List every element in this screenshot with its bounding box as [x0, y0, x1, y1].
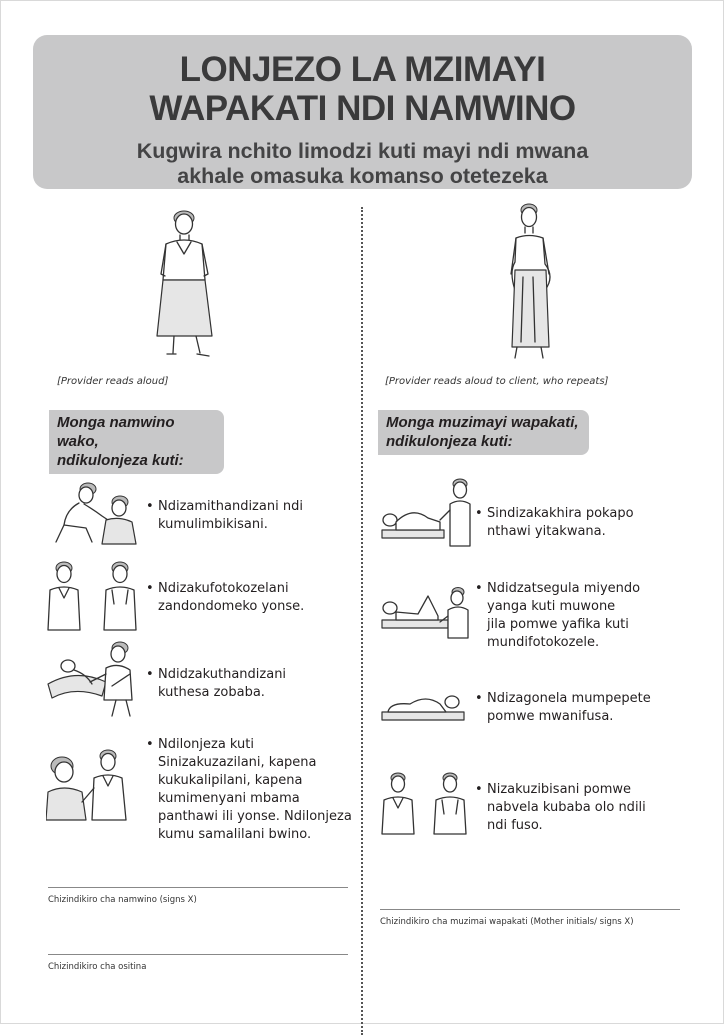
pregnant-mother-figure-icon	[503, 202, 557, 364]
left-section-label-line1: Monga namwino wako,	[57, 414, 175, 450]
promise-line: Sinizakuzazilani, kapena	[158, 755, 317, 770]
right-section-label-line2: ndikulonjeza kuti:	[386, 433, 513, 450]
promise-line: nthawi yitakwana.	[487, 524, 606, 539]
right-promise-2: • Ndidzatsegula miyendo yanga kuti muwone jila pomwe yafika kuti mundifotokozele.	[475, 581, 641, 650]
promise-line: ndi fuso.	[487, 818, 543, 833]
nurse-figure-icon	[152, 208, 226, 366]
nurse-listening-mother-icon	[46, 748, 138, 822]
right-caption: [Provider reads aloud to client, who repeats]	[385, 376, 609, 387]
left-promise-3: • Ndidzakuthandizani kuthesa zobaba.	[146, 667, 287, 700]
promise-line: kukukalipilani, kapena	[158, 773, 303, 788]
left-section-label-line2: ndikulonjeza kuti:	[57, 452, 184, 469]
right-promise-3: • Ndizagonela mumpepete pomwe mwanifusa.	[475, 691, 651, 724]
right-promise-1: • Sindizakakhira pokapo nthawi yitakwana.	[475, 506, 634, 539]
header-banner	[33, 35, 692, 189]
mother-signature-label: Chizindikiro cha muzimai wapakati (Mother initials/ signs X)	[380, 917, 634, 927]
promise-line: mundifotokozele.	[487, 635, 600, 650]
promise-line: Ndizakufotokozelani	[158, 581, 289, 596]
page-subtitle-line2: akhale omasuka komanso otetezeka	[177, 164, 548, 188]
right-section-label	[378, 410, 589, 455]
nurse-signature-label: Chizindikiro cha namwino (signs X)	[48, 895, 197, 905]
promise-line: Sindizakakhira pokapo	[487, 506, 634, 521]
mother-knees-up-nurse-icon	[378, 586, 472, 644]
promise-line: kumimenyani mbama	[158, 791, 300, 806]
promise-line: pomwe mwanifusa.	[487, 709, 614, 724]
promise-line: Ndidzatsegula miyendo	[487, 581, 641, 596]
left-caption: [Provider reads aloud]	[57, 376, 169, 387]
promise-line: kuthesa zobaba.	[158, 685, 265, 700]
page-subtitle-line1: Kugwira nchito limodzi kuti mayi ndi mwana	[136, 139, 589, 163]
promise-line: yanga kuti muwone	[487, 599, 616, 614]
promise-line: zandondomeko yonse.	[158, 599, 305, 614]
mother-signature-line[interactable]	[380, 909, 680, 910]
promise-line: nabvela kubaba olo ndili	[487, 800, 646, 815]
mother-lying-side-icon	[380, 690, 466, 726]
nurse-and-mother-icon	[46, 560, 138, 632]
nurse-comforting-mother-icon	[46, 480, 138, 546]
promise-line: Ndizagonela mumpepete	[487, 691, 651, 706]
nurse-and-mother-talking-icon	[378, 772, 472, 836]
promise-line: Ndizamithandizani ndi	[158, 499, 303, 514]
nurse-holding-newborn-icon	[46, 640, 138, 718]
page-title-line2: WAPAKATI NDI NAMWINO	[149, 89, 576, 128]
promise-line: panthawi ili yonse. Ndilonjeza	[158, 809, 352, 824]
left-promise-1: • Ndizamithandizani ndi kumulimbikisani.	[146, 499, 303, 532]
left-promise-2: • Ndizakufotokozelani zandondomeko yonse.	[146, 581, 305, 614]
left-promise-4: • Ndilonjeza kuti Sinizakuzazilani, kapena kukukalipilani, kapena kumimenyani mbama panthawi ili yonse. Ndilonjeza kumu samalilani bwino.	[146, 737, 352, 842]
promise-line: Ndilonjeza kuti	[158, 737, 255, 752]
left-section-label	[49, 410, 224, 474]
promise-line: kumu samalilani bwino.	[158, 827, 312, 842]
promise-line: kumulimbikisani.	[158, 517, 268, 532]
page-title-line1: LONJEZO LA MZIMAYI	[179, 50, 546, 89]
witness-signature-line[interactable]	[48, 954, 348, 955]
column-divider	[361, 207, 363, 1035]
promise-line: Nizakuzibisani pomwe	[487, 782, 632, 797]
promise-line: jila pomwe yafika kuti	[487, 617, 629, 632]
mother-lying-nurse-standing-icon	[378, 476, 472, 550]
right-promise-4: • Nizakuzibisani pomwe nabvela kubaba olo ndili ndi fuso.	[475, 782, 646, 833]
witness-signature-label: Chizindikiro cha ositina	[48, 962, 147, 972]
promise-line: Ndidzakuthandizani	[158, 667, 287, 682]
right-section-label-line1: Monga muzimayi wapakati,	[386, 414, 579, 431]
nurse-signature-line[interactable]	[48, 887, 348, 888]
